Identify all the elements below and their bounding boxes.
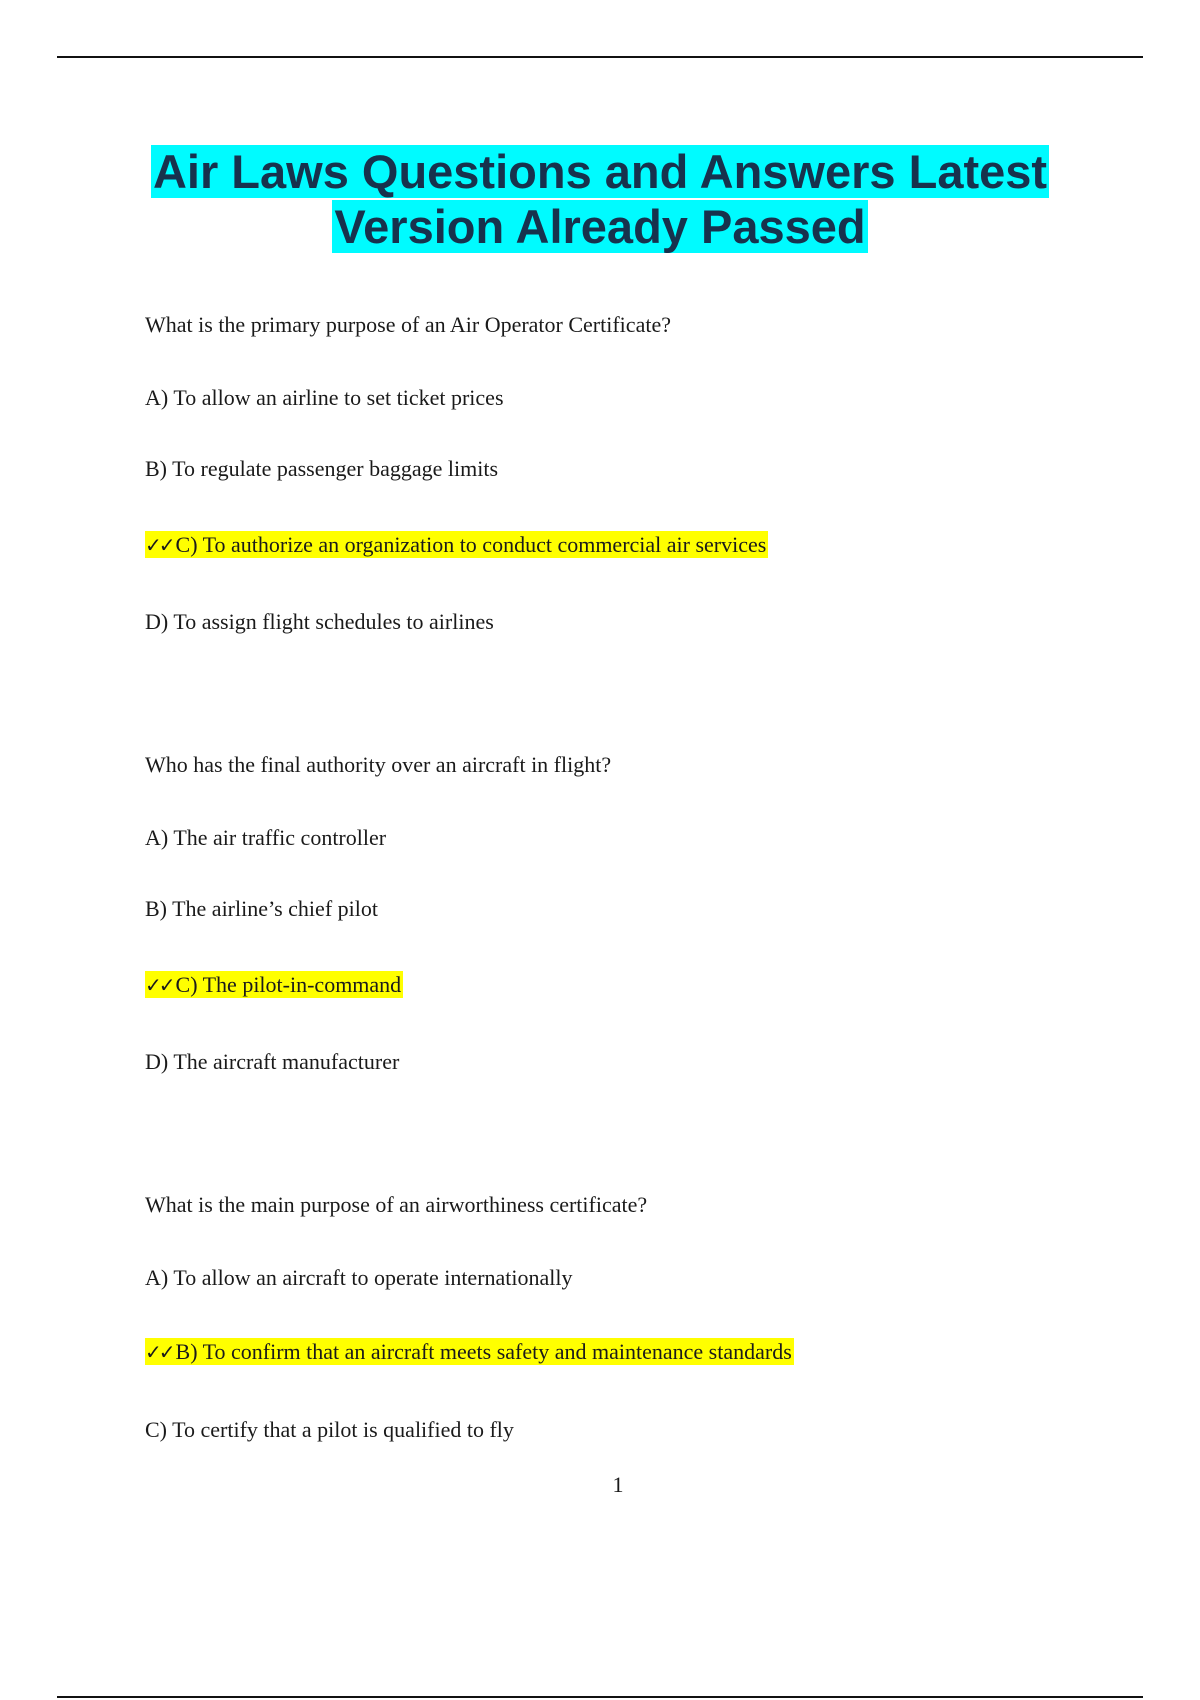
question-2-option-b: B) The airline’s chief pilot	[145, 896, 378, 921]
top-rule	[57, 56, 1143, 58]
question-3-option-a: A) To allow an aircraft to operate internationally	[145, 1265, 573, 1290]
question-3-option-c: C) To certify that a pilot is qualified to fly	[145, 1417, 514, 1442]
question-1-option-c: C) To authorize an organization to conduct commercial air services	[175, 532, 767, 557]
question-2-correct-answer	[145, 971, 403, 999]
question-1-correct-answer	[145, 531, 768, 559]
double-check-icon: ✓✓	[145, 1340, 173, 1364]
question-3-option-b: B) To confirm that an aircraft meets safety and maintenance standards	[175, 1339, 792, 1364]
answer-highlight	[145, 531, 768, 558]
question-1-option-a: A) To allow an airline to set ticket prices	[145, 385, 504, 410]
double-check-icon: ✓✓	[145, 973, 173, 997]
double-check-icon: ✓✓	[145, 533, 173, 557]
question-2-option-c: C) The pilot-in-command	[175, 972, 402, 997]
page-number: 1	[612, 1472, 624, 1497]
question-1-option-d: D) To assign flight schedules to airlines	[145, 609, 494, 634]
document-title	[0, 144, 1200, 254]
question-3: What is the main purpose of an airworthiness certificate?	[145, 1192, 648, 1217]
bottom-rule	[57, 1696, 1143, 1698]
question-1: What is the primary purpose of an Air Operator Certificate?	[145, 312, 671, 337]
question-2-option-d: D) The aircraft manufacturer	[145, 1049, 400, 1074]
question-2: Who has the final authority over an aircraft in flight?	[145, 752, 612, 777]
answer-highlight	[145, 971, 403, 998]
title-line-1: Air Laws Questions and Answers Latest	[152, 145, 1048, 198]
question-3-correct-answer	[145, 1338, 794, 1366]
question-2-option-a: A) The air traffic controller	[145, 825, 387, 850]
answer-highlight	[145, 1338, 794, 1365]
question-1-option-b: B) To regulate passenger baggage limits	[145, 456, 499, 481]
title-line-2: Version Already Passed	[334, 200, 866, 253]
